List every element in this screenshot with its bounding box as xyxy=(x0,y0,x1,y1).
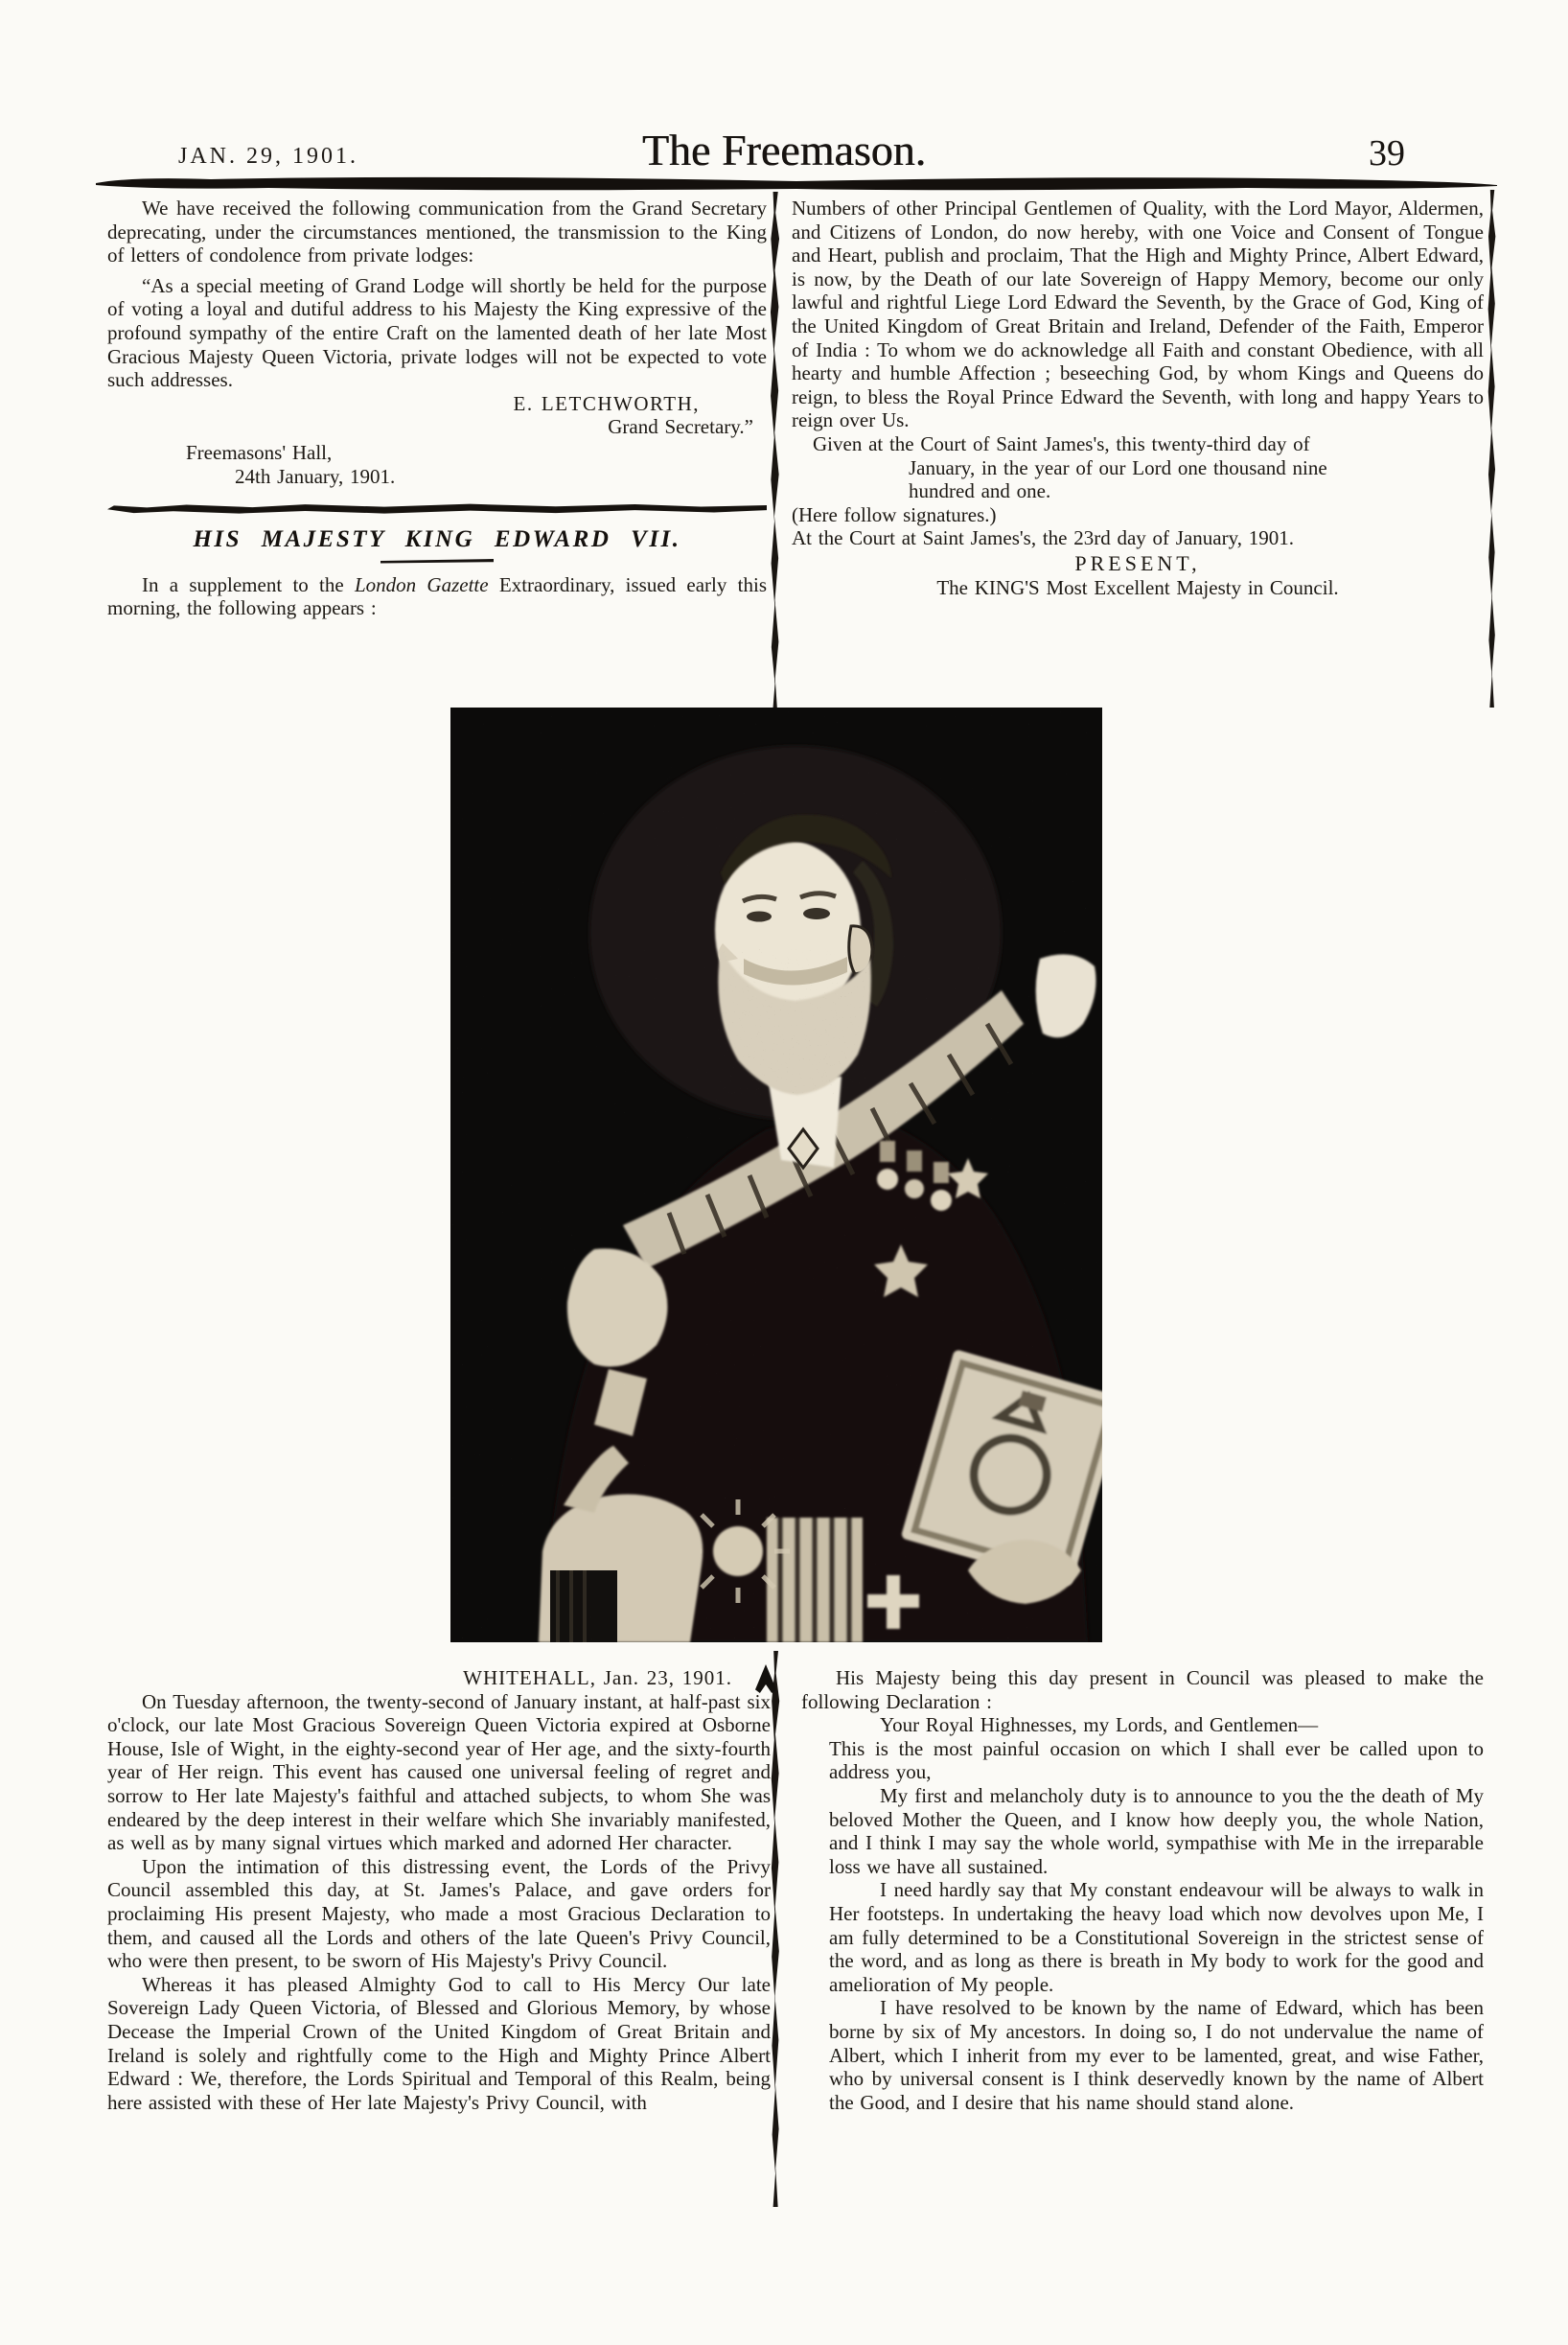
intro-gazette-italic: London Gazette xyxy=(354,572,489,596)
intro-pre: In a supplement to the xyxy=(142,572,355,596)
first-duty-para: My first and melancholy duty is to announce to you the the death of My beloved Mother the Queen, and I know how deeply you, the whole Nation, and I think I may say the whole world, sympathise with Me in the irreparable loss we have all sustained. xyxy=(829,1783,1484,1878)
heading-rule xyxy=(380,559,494,564)
signature-name: E. LETCHWORTH, xyxy=(513,391,700,415)
page-edge-rule xyxy=(1487,190,1497,708)
article-heading: HIS MAJESTY KING EDWARD VII. xyxy=(193,526,681,553)
declaration-block xyxy=(829,1713,1484,2114)
signature-title: Grand Secretary.” xyxy=(608,415,753,439)
masthead-title: The Freemason. xyxy=(641,126,927,174)
whitehall-dateline: WHITEHALL, Jan. 23, 1901. xyxy=(463,1666,732,1689)
column-divider-top xyxy=(769,192,781,715)
gs-communication-para: We have received the following communication from the Grand Secretary deprecating, under the circumstances mentioned, the transmission to the King of letters of condolence from private lodges: xyxy=(107,197,767,267)
bottom-left-column xyxy=(107,1666,771,2114)
issue-date: JAN. 29, 1901. xyxy=(178,144,359,169)
declaration-intro-para: His Majesty being this day present in Council was pleased to make the following Declaration : xyxy=(801,1666,1484,1713)
painful-occasion-para: This is the most painful occasion on which I shall ever be called upon to address you, xyxy=(829,1736,1484,1784)
salutation-line: Your Royal Highnesses, my Lords, and Gentlemen— xyxy=(880,1713,1319,1737)
page-number: 39 xyxy=(1369,133,1405,174)
top-right-column xyxy=(792,197,1484,599)
name-edward-para: I have resolved to be known by the name of Edward, which has been borne by six of My ancestors. In doing so, I do not undervalue the name of Albert, which I inherit from my ever to be lamented, great, and wise Father, who by universal consent is I think deservedly known by the name of Albert the Good, and I desire that his name should stand alone. xyxy=(829,1996,1484,2114)
given-line-2: January, in the year of our Lord one thousand nine xyxy=(909,455,1327,479)
bottom-right-column xyxy=(801,1666,1484,2114)
given-line-1: Given at the Court of Saint James's, this twenty-third day of xyxy=(813,431,1310,455)
given-line-3: hundred and one. xyxy=(909,479,1051,503)
endeavour-para: I need hardly say that My constant endeavour will be always to walk in Her footsteps. In undertaking the heavy load which now devolves upon Me, I am fully determined to be a Constitutional Sovereign in the strictest sense of the word, and as long as there is breath in My body to work for the good and amelioration of My people. xyxy=(829,1878,1484,1996)
portrait-figure xyxy=(450,708,1102,1642)
edward-vii-portrait-photo xyxy=(450,708,1102,1642)
header-rule xyxy=(96,174,1497,193)
top-left-column xyxy=(107,197,767,620)
privy-council-para: Upon the intimation of this distressing event, the Lords of the Privy Council assembled this day, at St. James's Palace, and gave orders for proclaiming His present Majesty, who made a most Gracious Declaration to them, and caused all the Lords and others of the late Queen's Privy Council, who were then present, to be sworn of His Majesty's Privy Council. xyxy=(107,1854,771,1973)
gs-letter-para: “As a special meeting of Grand Lodge will shortly be held for the purpose of voting a loyal and dutiful address to his Majesty the King expressive of the profound sympathy of the entire Craft on the lamented death of her late Most Gracious Majesty Queen Victoria, private lodges will not be expected to vote such addresses. xyxy=(107,273,767,392)
whereas-para: Whereas it has pleased Almighty God to call to His Mercy Our late Sovereign Lady Queen Victoria, of Blessed and Glorious Memory, by whose Decease the Imperial Crown of the United Kingdom of Great Britain and Ireland is solely and rightfully come to the High and Mighty Prince Albert Edward : We, therefore, the Lords Spiritual and Temporal of this Realm, being here assisted with these of Her late Majesty's Privy Council, with xyxy=(107,1972,771,2114)
address-line-2: 24th January, 1901. xyxy=(235,464,396,488)
section-divider-bar xyxy=(107,502,767,515)
court-line: At the Court at Saint James's, the 23rd day of January, 1901. xyxy=(792,526,1294,550)
intro-post: Extraordinary, issued early this morning, the following appears : xyxy=(107,572,767,620)
proclamation-para: Numbers of other Principal Gentlemen of Quality, with the Lord Mayor, Aldermen, and Citizens of London, do now hereby, with one Voice and Consent of Tongue and Heart, publish and proclaim, That the High and Mighty Prince, Albert Edward, is now, by the Death of our late Sovereign of Happy Memory, become our only lawful and rightful Liege Lord Edward the Seventh, by the Grace of God, King of the United Kingdom of Great Britain and Ireland, Defender of the Faith, Emperor of India : To whom we do acknowledge all Faith and constant Obedience, with all hearty and humble Affection ; beseeching God, by whom Kings and Queens do reign, to bless the Royal Prince Edward the Seventh, with long and happy Years to reign over Us. xyxy=(792,197,1484,432)
address-line-1: Freemasons' Hall, xyxy=(186,440,333,464)
victoria-death-para: On Tuesday afternoon, the twenty-second of January instant, at half-past six o'clock, our late Most Gracious Sovereign Queen Victoria expired at Osborne House, Isle of Wight, in the eighty-second year of Her age, and the sixty-fourth year of Her reign. This event has caused one universal feeling of regret and sorrow to Her late Majesty's faithful and attached subjects, to whom She was endeared by the deep interest in their welfare which She invariably manifested, as well as by many signal virtues which marked and adorned Her character. xyxy=(107,1689,771,1855)
intro-para xyxy=(107,573,767,620)
majesty-line: The KING'S Most Excellent Majesty in Council. xyxy=(936,575,1339,599)
signatures-note: (Here follow signatures.) xyxy=(792,502,997,526)
column-divider-bottom xyxy=(770,1651,781,2207)
present-label: PRESENT, xyxy=(1074,550,1201,575)
